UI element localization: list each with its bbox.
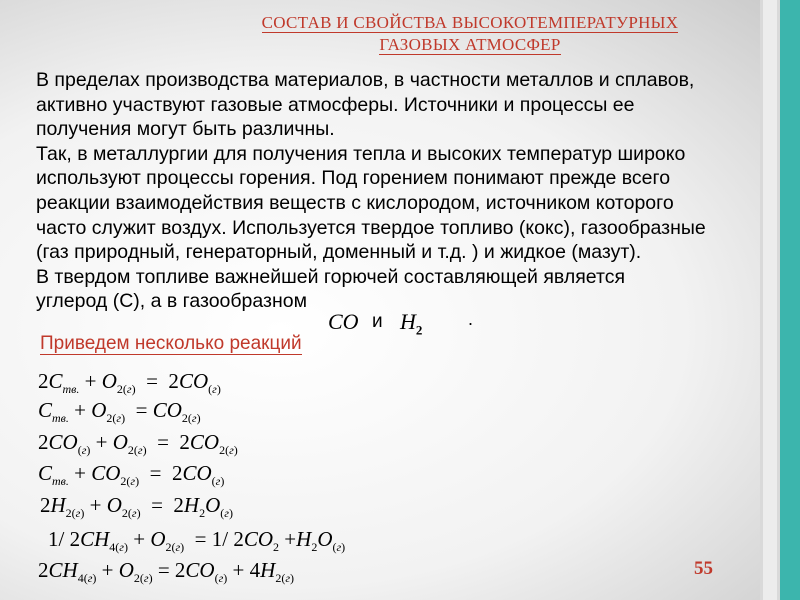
body-line: (газ природный, генераторный, доменный и т.д. ) и жидкое (мазут). xyxy=(36,241,642,264)
equation-4: $C_{тв.} + CO_{2(г)} = 2CO_{(г)}$ xyxy=(38,461,225,489)
equation-6: 1/ $2CH_{4(г)} + O_{2(г)} = 1/$ $2CO_2 +H_2O_{(г)}$ xyxy=(48,527,346,555)
body-line: реакции взаимодействия веществ с кислородом, источником которого xyxy=(36,191,674,214)
slide-title xyxy=(150,12,790,56)
inline-conjunction: и xyxy=(372,311,383,332)
equation-1: $2C_{тв.} + O_{2(г)} = 2CO_{(г)}$ xyxy=(38,369,221,397)
page-number: 55 xyxy=(694,558,713,579)
body-line: получения могут быть различны. xyxy=(36,118,335,141)
formula-co: CO xyxy=(328,309,359,334)
title-line-2: ГАЗОВЫХ АТМОСФЕР xyxy=(379,35,561,54)
body-line: В твердом топливе важнейшей горючей составляющей является xyxy=(36,265,625,288)
body-line: активно участвуют газовые атмосферы. Источники и процессы ее xyxy=(36,93,635,116)
body-line: Так, в металлургии для получения тепла и высоких температур широко xyxy=(36,142,686,165)
body-line: используют процессы горения. Под горением понимают прежде всего xyxy=(36,167,671,190)
body-line: углерод (С), а в газообразном xyxy=(36,290,307,313)
equation-7: $2CH_{4(г)} + O_{2(г)} = 2CO_{(г)} + 4H_{2(г)}$ xyxy=(38,558,294,586)
reactions-heading: Приведем несколько реакций xyxy=(40,333,302,354)
equation-2: $C_{тв.} + O_{2(г)} = CO_{2(г)}$ xyxy=(38,398,201,426)
equation-5: $2H_{2(г)} + O_{2(г)} = 2H_2O_{(г)}$ xyxy=(40,493,233,521)
formula-h2: $H_2$ xyxy=(400,309,423,338)
equation-3: $2CO_{(г)} + O_{2(г)} = 2CO_{2(г)}$ xyxy=(38,430,238,458)
body-line: В пределах производства материалов, в частности металлов и сплавов, xyxy=(36,69,695,91)
sentence-end: . xyxy=(468,309,474,329)
body-line: часто служит воздух. Используется твердое топливо (кокс), газообразные xyxy=(36,216,706,239)
body-text xyxy=(36,68,796,314)
title-line-1: СОСТАВ И СВОЙСТВА ВЫСОКОТЕМПЕРАТУРНЫХ xyxy=(261,13,679,32)
